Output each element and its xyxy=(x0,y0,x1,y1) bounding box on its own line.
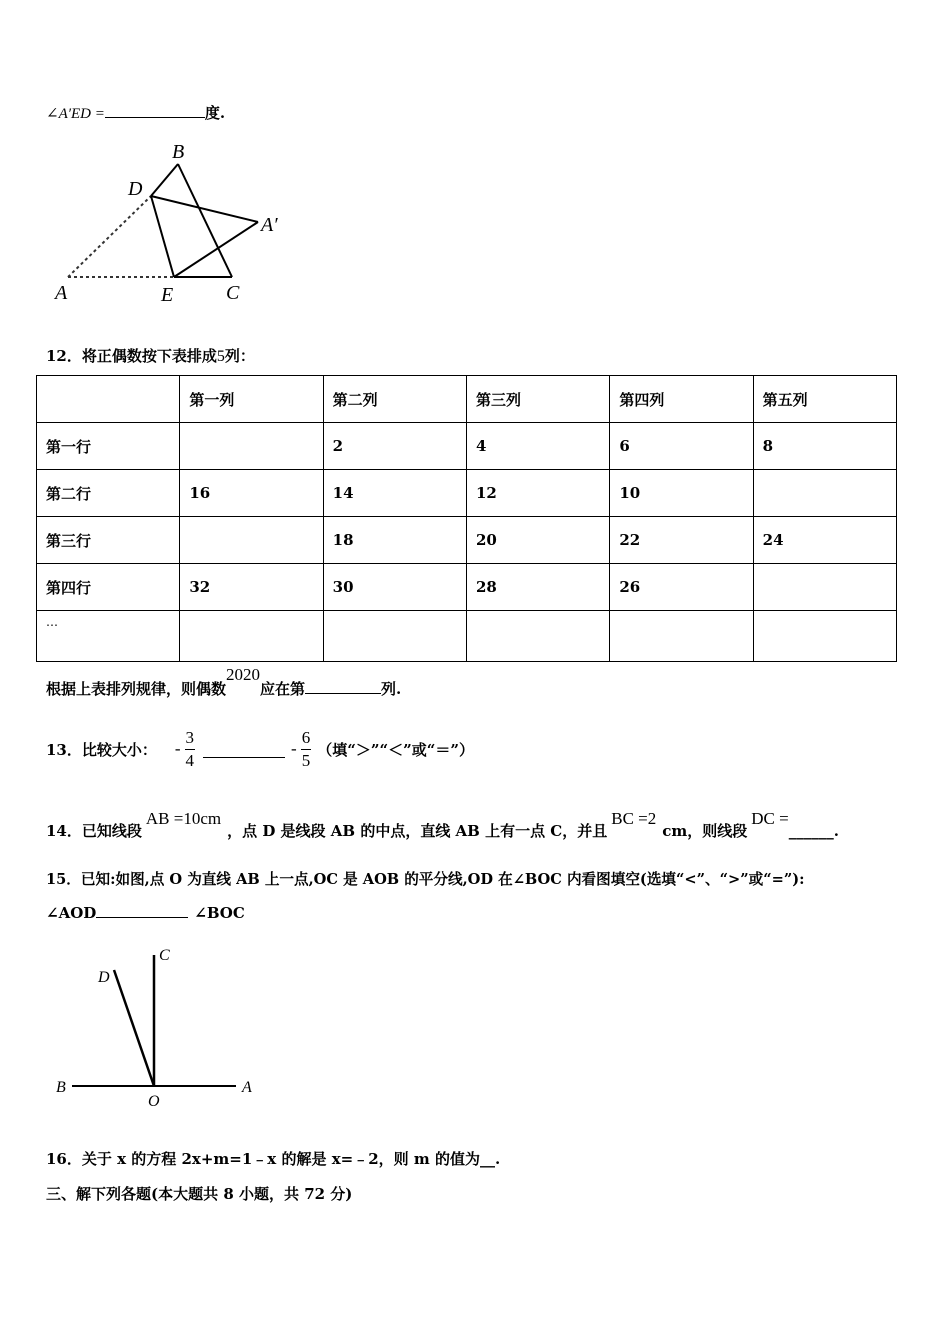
q11-line xyxy=(46,102,225,123)
table-cell: 30 xyxy=(323,564,466,611)
table-header-cell: 第一列 xyxy=(180,376,323,423)
fig15-ray-od xyxy=(114,970,154,1086)
q14-end: . xyxy=(833,822,839,840)
fig11-label-e: E xyxy=(161,284,174,306)
q15-right: ∠BOC xyxy=(194,904,245,922)
q15-left: ∠AOD xyxy=(46,904,97,922)
table-cell: 第四行 xyxy=(37,564,180,611)
fig11-edge-e-aprime xyxy=(174,222,258,277)
table-cell xyxy=(466,611,609,662)
table-cell: 14 xyxy=(323,470,466,517)
table-cell: 6 xyxy=(610,423,753,470)
q12-rule-prefix: 根据上表排列规律，则偶数 xyxy=(46,680,227,698)
table-row xyxy=(37,517,897,564)
table-header-row xyxy=(37,376,897,423)
q11-unit: 度. xyxy=(204,104,226,122)
q12-prefix: 12．将正偶数按下表排成 xyxy=(46,347,217,365)
q12-heading xyxy=(46,345,255,366)
fig11-edge-d-e xyxy=(151,196,174,277)
fig15-label-o: O xyxy=(148,1093,160,1110)
q13-prefix: 13．比较大小： xyxy=(46,740,157,759)
q15-text: 15．已知:如图,点 O 为直线 AB 上一点,OC 是 AOB 的平分线,OD 在∠BOC 内看图填空(选填“<”、“>”或“=”): xyxy=(46,871,805,888)
fig11-label-a: A xyxy=(55,282,68,304)
section3-title: 三、解下列各题(本大题共 8 小题，共 72 分) xyxy=(46,1185,353,1203)
q13-frac2-numerator: 6 xyxy=(301,727,312,750)
table-cell xyxy=(180,611,323,662)
table-cell: 第二行 xyxy=(37,470,180,517)
q14-line xyxy=(46,809,839,841)
q13-frac1-numerator: 3 xyxy=(185,727,196,750)
table-cell: 24 xyxy=(753,517,896,564)
fig15-label-a: A xyxy=(242,1079,252,1096)
q13-frac2-denominator: 5 xyxy=(301,750,311,770)
table-header-cell: 第三列 xyxy=(466,376,609,423)
table-cell xyxy=(753,611,896,662)
table-header-cell: 第五列 xyxy=(753,376,896,423)
table-cell xyxy=(753,564,896,611)
table-cell: 26 xyxy=(610,564,753,611)
table-cell xyxy=(753,470,896,517)
table-cell: 4 xyxy=(466,423,609,470)
table-header-cell: 第二列 xyxy=(323,376,466,423)
q15-answer-blank[interactable] xyxy=(96,917,188,918)
fig11-label-d: D xyxy=(128,178,143,200)
q12-rule-mid: 应在第 xyxy=(260,680,306,698)
q14-ab: AB =10cm xyxy=(145,809,222,828)
fig15-diagram xyxy=(48,940,268,1115)
fig15-label-c: C xyxy=(159,947,170,964)
fig11-label-b: B xyxy=(172,141,185,163)
table-cell xyxy=(180,517,323,564)
table-header-cell xyxy=(37,376,180,423)
table-cell: 16 xyxy=(180,470,323,517)
q12-suffix: 列： xyxy=(224,347,255,365)
fig15-label-b: B xyxy=(56,1079,66,1096)
fig11-edge-b-c xyxy=(178,164,232,277)
table-cell: 第三行 xyxy=(37,517,180,564)
table-cell: 第一行 xyxy=(37,423,180,470)
q12-table xyxy=(36,375,897,662)
fig11-edge-d-b xyxy=(151,164,178,196)
q16-text: 16．关于 x 的方程 2x+m=1﹣x 的解是 x=﹣2，则 m 的值为__. xyxy=(46,1150,501,1168)
q12-rule-line xyxy=(46,665,402,699)
table-cell: 28 xyxy=(466,564,609,611)
q14-mid: ，点 D 是线段 AB 的中点，直线 AB 上有一点 C，并且 xyxy=(227,822,608,840)
fig11-edge-a-d xyxy=(68,196,151,277)
table-cell: 10 xyxy=(610,470,753,517)
q12-number: 2020 xyxy=(226,665,261,684)
q12-answer-blank[interactable] xyxy=(305,693,381,694)
table-cell: … xyxy=(37,611,180,662)
q13-answer-blank[interactable] xyxy=(203,757,285,758)
table-cell: 2 xyxy=(323,423,466,470)
q11-angle: ∠A′ED = xyxy=(46,106,105,122)
q15-compare-line xyxy=(46,904,245,922)
q14-blank[interactable]: ______ xyxy=(788,822,834,840)
q13-fraction-1 xyxy=(185,727,196,772)
q14-prefix: 14．已知线段 xyxy=(46,822,142,840)
q11-answer-blank[interactable] xyxy=(105,117,205,118)
table-row xyxy=(37,564,897,611)
q13-frac2-sign: - xyxy=(291,739,297,758)
table-cell: 32 xyxy=(180,564,323,611)
q12-rule-suffix: 列. xyxy=(381,680,402,698)
q12-count: 5 xyxy=(216,348,225,365)
q14-dc: DC = xyxy=(751,809,789,828)
table-cell: 8 xyxy=(753,423,896,470)
table-cell: 18 xyxy=(323,517,466,564)
table-row xyxy=(37,470,897,517)
q13-line xyxy=(46,723,474,775)
table-header-cell: 第四列 xyxy=(610,376,753,423)
fig11-diagram xyxy=(40,135,310,315)
fig11-label-c: C xyxy=(226,282,240,304)
table-row xyxy=(37,611,897,662)
q13-suffix: （填“＞”“＜”或“＝”） xyxy=(317,740,474,759)
table-cell: 12 xyxy=(466,470,609,517)
table-cell xyxy=(323,611,466,662)
q13-frac1-sign: - xyxy=(174,739,181,758)
q14-bc: BC =2 xyxy=(611,809,657,828)
q13-frac1-denominator: 4 xyxy=(185,750,195,770)
table-cell xyxy=(180,423,323,470)
table-cell xyxy=(610,611,753,662)
fig15-label-d: D xyxy=(98,969,110,986)
fig11-label-a-prime: A′ xyxy=(261,214,278,236)
q14-mid2: cm，则线段 xyxy=(662,822,748,840)
table-cell: 22 xyxy=(610,517,753,564)
q13-fraction-2 xyxy=(301,727,312,772)
table-row xyxy=(37,423,897,470)
table-cell: 20 xyxy=(466,517,609,564)
